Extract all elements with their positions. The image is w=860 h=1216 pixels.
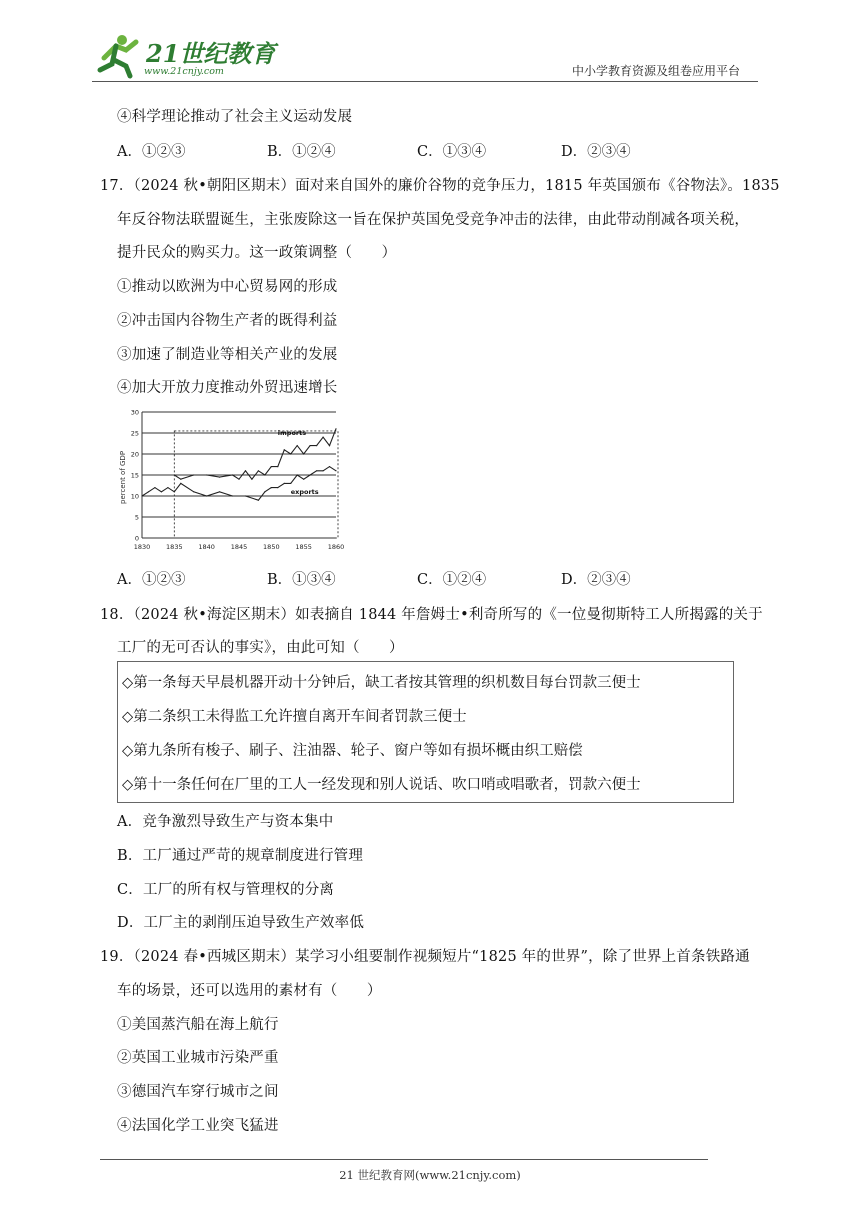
- chart-y-tick: 5: [134, 513, 139, 522]
- logo-title: 21世纪教育: [146, 39, 276, 68]
- chart-point: [238, 479, 239, 480]
- chart-point: [303, 453, 304, 454]
- chart-ylabel: percent of GDP: [119, 450, 127, 504]
- q19-stem-line-2: 车的场景，还可以选用的素材有（ ）: [117, 983, 382, 999]
- q17-option-a[interactable]: A．①②③: [117, 572, 186, 588]
- chart-point: [219, 491, 220, 492]
- chart-annotation: imports: [277, 429, 307, 438]
- chart-shaded-period: [174, 431, 338, 538]
- chart-point: [284, 483, 285, 484]
- chart-x-tick: 1850: [263, 543, 280, 551]
- chart-x-tick: 1840: [198, 543, 215, 551]
- chart-point: [161, 491, 162, 492]
- chart-x-tick: 1830: [133, 543, 151, 551]
- chart-point: [174, 491, 175, 492]
- q18-stem-line-2: 工厂的无可否认的事实》，由此可知（ ）: [117, 640, 404, 656]
- chart-point: [245, 495, 246, 496]
- chart-point: [232, 495, 233, 496]
- chart-point: [206, 495, 207, 496]
- q18-option-a[interactable]: A．竞争激烈导致生产与资本集中: [117, 814, 334, 830]
- chart-y-tick: 30: [130, 408, 139, 417]
- chart-point: [193, 474, 194, 475]
- chart-point: [232, 474, 233, 475]
- chart-point: [251, 479, 252, 480]
- logo-url: www.21cnjy.com: [144, 66, 224, 77]
- chart-point: [148, 491, 149, 492]
- chart-point: [154, 487, 155, 488]
- table-row: ◇第十一条任何在厂里的工人一经发现和别人说话、吹口哨或唱歌者，罚款六便士: [122, 777, 641, 793]
- q17-option-d[interactable]: D．②③④: [561, 572, 631, 588]
- chart-point: [245, 470, 246, 471]
- chart-point: [174, 474, 175, 475]
- footer-text: 21 世纪教育网(www.21cnjy.com): [339, 1168, 521, 1182]
- chart-point: [316, 445, 317, 446]
- q18-option-d[interactable]: D．工厂主的剥削压迫导致生产效率低: [117, 915, 365, 931]
- chart-point: [284, 449, 285, 450]
- table-row: ◇第一条每天早晨机器开动十分钟后，缺工者按其管理的织机数目每台罚款三便士: [122, 675, 641, 691]
- chart-point: [277, 487, 278, 488]
- chart-point: [193, 491, 194, 492]
- chart-point: [290, 453, 291, 454]
- chart-point: [310, 474, 311, 475]
- q19-stem-line-1: 19．（2024 春•西城区期末）某学习小组要制作视频短片“1825 年的世界”，除了世界上首条铁路通: [100, 949, 750, 965]
- chart-point: [167, 487, 168, 488]
- chart-point: [322, 437, 323, 438]
- chart-point: [310, 445, 311, 446]
- header-platform-name: 中小学教育资源及组卷应用平台: [572, 64, 741, 78]
- chart-x-tick: 1845: [230, 543, 248, 551]
- header-divider: [92, 81, 758, 82]
- chart-point: [271, 487, 272, 488]
- q16-option-c[interactable]: C．①③④: [417, 144, 487, 160]
- q17-item-3: ③加速了制造业等相关产业的发展: [117, 347, 338, 363]
- chart-y-tick: 25: [130, 429, 139, 438]
- trade-chart: [118, 404, 344, 554]
- chart-x-tick: 1860: [327, 543, 345, 551]
- q19-item-3: ③德国汽车穿行城市之间: [117, 1084, 279, 1100]
- q17-stem-line-2: 年反谷物法联盟诞生，主张废除这一旨在保护英国免受竞争冲击的法律，由此带动削减各项关税，: [117, 212, 750, 228]
- footer-divider: [100, 1159, 708, 1160]
- chart-point: [258, 470, 259, 471]
- q18-option-c[interactable]: C．工厂的所有权与管理权的分离: [117, 882, 335, 898]
- chart-point: [329, 445, 330, 446]
- q18-option-b[interactable]: B．工厂通过严苛的规章制度进行管理: [117, 848, 364, 864]
- chart-point: [316, 470, 317, 471]
- chart-point: [335, 470, 336, 471]
- chart-point: [271, 466, 272, 467]
- chart-point: [297, 445, 298, 446]
- chart-y-tick: 20: [130, 450, 139, 459]
- chart-point: [329, 466, 330, 467]
- q17-stem-line-1: 17．（2024 秋•朝阳区期末）面对来自国外的廉价谷物的竞争压力，1815 年英国颁布《谷物法》。1835: [100, 178, 780, 194]
- chart-point: [258, 500, 259, 501]
- chart-point: [141, 495, 142, 496]
- chart-point: [264, 474, 265, 475]
- q17-option-b[interactable]: B．①③④: [267, 572, 336, 588]
- chart-point: [290, 483, 291, 484]
- chart-point: [180, 479, 181, 480]
- q19-item-4: ④法国化学工业突飞猛进: [117, 1118, 279, 1134]
- q17-item-1: ①推动以欧洲为中心贸易网的形成: [117, 279, 338, 295]
- q16-item-4: ④科学理论推动了社会主义运动发展: [117, 109, 353, 125]
- chart-x-tick: 1835: [166, 543, 183, 551]
- q16-option-a[interactable]: A．①②③: [117, 144, 186, 160]
- q16-option-d[interactable]: D．②③④: [561, 144, 631, 160]
- site-logo: [92, 30, 276, 80]
- q17-item-2: ②冲击国内谷物生产者的既得利益: [117, 313, 338, 329]
- chart-point: [303, 479, 304, 480]
- q19-item-2: ②英国工业城市污染严重: [117, 1050, 279, 1066]
- chart-annotation: exports: [290, 487, 319, 496]
- q16-option-b[interactable]: B．①②④: [267, 144, 336, 160]
- table-row: ◇第九条所有梭子、刷子、注油器、轮子、窗户等如有损坏概由织工赔偿: [122, 743, 583, 759]
- factory-rules-table: [117, 661, 734, 803]
- chart-point: [277, 466, 278, 467]
- q17-option-c[interactable]: C．①②④: [417, 572, 487, 588]
- chart-point: [180, 483, 181, 484]
- q17-item-4: ④加大开放力度推动外贸迅速增长: [117, 380, 338, 396]
- chart-point: [335, 428, 336, 429]
- q18-stem-line-1: 18．（2024 秋•海淀区期末）如表摘自 1844 年詹姆士•利奇所写的《一位曼彻斯特工人所揭露的关于: [100, 607, 763, 623]
- table-row: ◇第二条织工未得监工允许擅自离开车间者罚款三便士: [122, 709, 467, 725]
- runner-icon: [100, 35, 136, 76]
- chart-y-tick: 0: [134, 534, 139, 543]
- chart-x-tick: 1855: [295, 543, 312, 551]
- chart-y-tick: 10: [130, 492, 139, 501]
- chart-point: [219, 477, 220, 478]
- chart-point: [206, 474, 207, 475]
- chart-point: [264, 491, 265, 492]
- chart-point: [297, 474, 298, 475]
- q17-stem-line-3: 提升民众的购买力。这一政策调整（ ）: [117, 245, 397, 261]
- chart-y-tick: 15: [130, 471, 139, 480]
- q19-item-1: ①美国蒸汽船在海上航行: [117, 1017, 279, 1033]
- chart-point: [322, 470, 323, 471]
